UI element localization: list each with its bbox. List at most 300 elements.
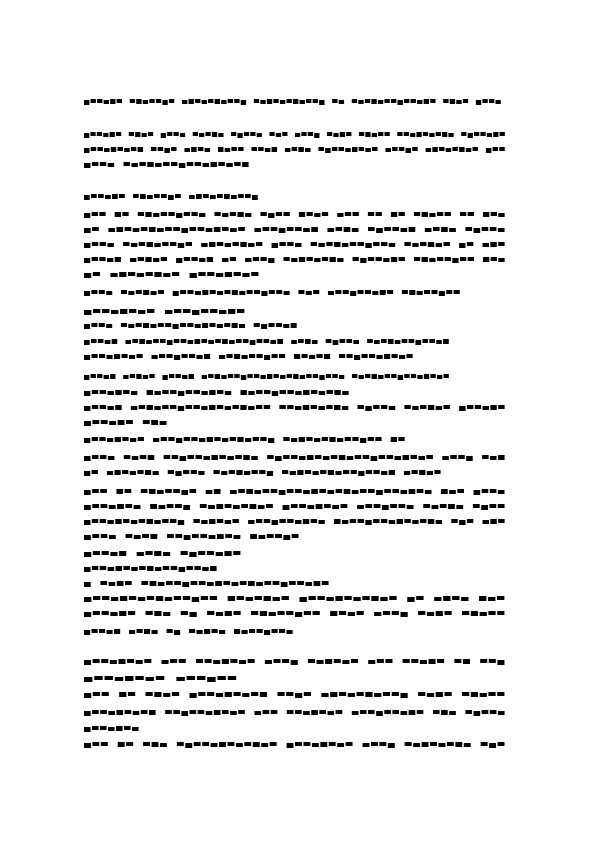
glyph-mark xyxy=(367,339,373,343)
glyph-mark xyxy=(465,710,472,714)
glyph-mark xyxy=(133,711,140,715)
glyph-mark xyxy=(365,504,372,508)
glyph-mark xyxy=(374,693,381,697)
glyph-mark xyxy=(167,504,174,508)
glyph-mark xyxy=(244,742,251,746)
glyph-mark xyxy=(430,374,435,378)
glyph-mark xyxy=(225,504,232,508)
glyph-mark xyxy=(446,148,451,152)
glyph-mark xyxy=(366,470,372,474)
glyph-mark xyxy=(334,390,340,395)
glyph-mark xyxy=(258,147,263,151)
glyph-mark xyxy=(197,355,203,359)
glyph-mark xyxy=(254,228,261,232)
glyph-mark xyxy=(168,437,174,441)
paragraph-line xyxy=(84,339,450,346)
glyph-mark xyxy=(358,405,364,409)
glyph-mark xyxy=(455,742,462,747)
glyph-mark xyxy=(295,133,300,137)
glyph-mark xyxy=(131,406,137,410)
glyph-mark xyxy=(147,242,153,247)
glyph-mark xyxy=(263,710,270,714)
glyph-mark xyxy=(305,470,311,474)
glyph-mark xyxy=(94,676,102,680)
glyph-mark xyxy=(352,228,359,232)
glyph-mark xyxy=(436,340,442,344)
glyph-mark xyxy=(219,455,226,459)
glyph-mark xyxy=(445,212,451,216)
glyph-mark xyxy=(348,693,355,697)
glyph-mark xyxy=(84,693,91,698)
glyph-mark xyxy=(207,551,214,555)
glyph-mark xyxy=(311,242,317,246)
glyph-mark xyxy=(256,390,262,394)
glyph-mark xyxy=(176,438,182,443)
glyph-mark xyxy=(374,612,381,616)
glyph-mark xyxy=(84,406,90,411)
glyph-mark xyxy=(488,611,495,615)
glyph-mark xyxy=(225,406,231,410)
paragraph-line xyxy=(84,629,294,636)
glyph-mark xyxy=(498,258,504,262)
glyph-mark xyxy=(457,489,464,493)
glyph-mark xyxy=(311,710,318,715)
glyph-mark xyxy=(235,455,242,459)
glyph-mark xyxy=(474,490,481,495)
glyph-mark xyxy=(493,147,498,151)
glyph-mark xyxy=(270,742,277,746)
glyph-mark xyxy=(216,552,223,556)
glyph-mark xyxy=(404,99,409,103)
glyph-mark xyxy=(303,519,309,524)
glyph-mark xyxy=(204,629,210,634)
glyph-mark xyxy=(117,147,122,151)
paragraph-line xyxy=(84,227,506,234)
glyph-mark xyxy=(365,406,371,411)
glyph-mark xyxy=(125,581,132,585)
glyph-mark xyxy=(101,534,108,538)
paragraph-line xyxy=(84,534,300,541)
glyph-mark xyxy=(322,257,328,261)
glyph-mark xyxy=(84,391,90,396)
glyph-mark xyxy=(437,212,443,216)
glyph-mark xyxy=(230,437,236,441)
glyph-mark xyxy=(402,290,408,294)
glyph-mark xyxy=(222,438,228,442)
glyph-mark xyxy=(475,405,481,409)
glyph-mark xyxy=(105,195,111,199)
glyph-mark xyxy=(284,291,290,295)
paragraph-line xyxy=(84,710,506,717)
glyph-mark xyxy=(92,257,98,261)
glyph-mark xyxy=(499,147,504,151)
glyph-mark xyxy=(399,212,405,216)
glyph-mark xyxy=(84,310,91,315)
line-glyphs xyxy=(84,420,168,427)
glyph-mark xyxy=(195,99,200,103)
glyph-mark xyxy=(180,323,186,327)
glyph-mark xyxy=(303,742,310,746)
glyph-mark xyxy=(222,710,229,714)
glyph-mark xyxy=(141,227,148,231)
glyph-mark xyxy=(225,391,231,395)
glyph-mark xyxy=(481,505,488,510)
glyph-mark xyxy=(456,505,463,509)
glyph-mark xyxy=(92,742,99,746)
glyph-mark xyxy=(360,438,366,443)
glyph-mark xyxy=(217,534,224,539)
glyph-mark xyxy=(154,272,161,277)
glyph-mark xyxy=(344,596,351,600)
glyph-mark xyxy=(84,195,90,200)
glyph-mark xyxy=(147,390,153,395)
glyph-mark xyxy=(322,437,328,441)
glyph-mark xyxy=(258,535,265,539)
glyph-mark xyxy=(276,133,281,137)
glyph-mark xyxy=(436,520,442,524)
glyph-mark xyxy=(365,520,371,525)
glyph-mark xyxy=(269,612,276,616)
line-glyphs xyxy=(84,323,298,330)
glyph-mark xyxy=(114,629,120,634)
glyph-mark xyxy=(334,405,340,410)
glyph-mark xyxy=(175,471,181,476)
glyph-mark xyxy=(146,272,153,276)
glyph-mark xyxy=(381,405,387,409)
glyph-mark xyxy=(225,148,230,152)
glyph-mark xyxy=(427,612,434,616)
glyph-mark xyxy=(208,340,214,344)
glyph-mark xyxy=(193,132,198,136)
glyph-mark xyxy=(237,133,242,138)
glyph-mark xyxy=(118,742,125,747)
glyph-mark xyxy=(389,596,396,600)
glyph-mark xyxy=(84,243,90,248)
glyph-mark xyxy=(125,676,133,681)
glyph-mark xyxy=(135,676,143,680)
glyph-mark xyxy=(145,257,151,262)
glyph-mark xyxy=(202,100,207,104)
line-glyphs xyxy=(84,581,330,588)
glyph-mark xyxy=(287,390,293,394)
glyph-mark xyxy=(201,596,208,600)
glyph-mark xyxy=(143,742,150,746)
glyph-mark xyxy=(447,742,454,746)
glyph-mark xyxy=(312,743,319,747)
glyph-mark xyxy=(316,504,323,509)
line-glyphs xyxy=(84,596,506,603)
glyph-mark xyxy=(371,99,376,104)
glyph-mark xyxy=(201,309,208,313)
glyph-mark xyxy=(216,693,223,697)
glyph-mark xyxy=(158,147,163,151)
glyph-mark xyxy=(131,243,137,247)
glyph-mark xyxy=(236,743,243,747)
glyph-mark xyxy=(272,147,277,152)
paragraph-line xyxy=(84,162,250,169)
glyph-mark xyxy=(126,420,133,424)
glyph-mark xyxy=(181,228,188,233)
glyph-mark xyxy=(337,438,343,442)
glyph-mark xyxy=(412,520,418,524)
glyph-mark xyxy=(279,490,286,495)
glyph-mark xyxy=(139,339,145,344)
glyph-mark xyxy=(311,489,318,494)
glyph-mark xyxy=(268,323,274,327)
glyph-mark xyxy=(181,339,187,343)
glyph-mark xyxy=(471,611,478,616)
glyph-mark xyxy=(116,227,123,232)
glyph-mark xyxy=(460,212,466,216)
glyph-mark xyxy=(308,596,315,600)
glyph-mark xyxy=(239,660,246,664)
glyph-mark xyxy=(397,132,402,136)
glyph-mark xyxy=(265,148,270,152)
glyph-mark xyxy=(295,406,301,410)
glyph-mark xyxy=(100,710,107,714)
line-glyphs xyxy=(84,272,260,279)
glyph-mark xyxy=(380,597,387,601)
glyph-mark xyxy=(287,519,293,523)
glyph-mark xyxy=(443,339,449,344)
glyph-mark xyxy=(218,162,224,166)
glyph-mark xyxy=(272,629,278,633)
glyph-mark xyxy=(182,100,187,104)
glyph-mark xyxy=(167,132,172,136)
glyph-mark xyxy=(215,374,220,379)
glyph-mark xyxy=(125,227,132,231)
glyph-mark xyxy=(326,339,332,343)
glyph-mark xyxy=(491,212,497,216)
glyph-mark xyxy=(353,257,359,261)
glyph-mark xyxy=(202,567,208,571)
glyph-mark xyxy=(449,490,456,494)
glyph-mark xyxy=(205,659,212,663)
glyph-mark xyxy=(214,437,220,441)
glyph-mark xyxy=(114,470,120,475)
glyph-mark xyxy=(161,212,167,216)
glyph-mark xyxy=(293,99,298,104)
glyph-mark xyxy=(330,611,337,616)
glyph-mark xyxy=(130,258,136,262)
glyph-mark xyxy=(143,420,150,424)
glyph-mark xyxy=(230,212,236,216)
glyph-mark xyxy=(146,340,152,344)
glyph-mark xyxy=(102,611,109,615)
glyph-mark xyxy=(313,611,320,615)
glyph-mark xyxy=(429,133,434,137)
glyph-mark xyxy=(84,133,89,138)
glyph-mark xyxy=(283,535,290,540)
glyph-mark xyxy=(172,272,179,276)
glyph-mark xyxy=(352,437,358,441)
glyph-mark xyxy=(463,99,468,103)
glyph-mark xyxy=(309,355,315,359)
glyph-mark xyxy=(251,692,258,696)
glyph-mark xyxy=(365,692,372,697)
glyph-mark xyxy=(295,742,302,746)
glyph-mark xyxy=(434,470,440,474)
glyph-mark xyxy=(251,456,258,460)
glyph-mark xyxy=(380,290,386,295)
glyph-mark xyxy=(164,455,171,459)
glyph-mark xyxy=(298,147,303,152)
glyph-mark xyxy=(285,148,290,152)
glyph-mark xyxy=(151,291,157,295)
glyph-mark xyxy=(269,290,275,294)
glyph-mark xyxy=(264,405,270,409)
glyph-mark xyxy=(196,194,202,199)
glyph-mark xyxy=(126,742,133,746)
glyph-mark xyxy=(279,519,285,523)
glyph-mark xyxy=(224,551,231,556)
glyph-mark xyxy=(320,470,326,474)
glyph-mark xyxy=(200,534,207,538)
glyph-mark xyxy=(404,132,409,136)
glyph-mark xyxy=(189,629,195,633)
glyph-mark xyxy=(443,405,449,409)
glyph-mark xyxy=(102,309,109,313)
glyph-mark xyxy=(412,147,417,151)
glyph-mark xyxy=(411,374,416,378)
glyph-mark xyxy=(474,711,481,716)
glyph-mark xyxy=(116,726,123,731)
glyph-mark xyxy=(165,710,172,714)
glyph-mark xyxy=(138,147,143,152)
glyph-mark xyxy=(427,693,434,697)
glyph-mark xyxy=(409,339,415,343)
glyph-mark xyxy=(372,291,378,295)
glyph-mark xyxy=(208,374,213,378)
line-glyphs xyxy=(84,194,259,201)
glyph-mark xyxy=(165,323,171,327)
glyph-mark xyxy=(409,227,416,232)
glyph-mark xyxy=(373,242,379,246)
glyph-mark xyxy=(201,406,207,410)
glyph-mark xyxy=(391,212,397,217)
glyph-mark xyxy=(182,354,188,358)
glyph-mark xyxy=(152,355,158,359)
glyph-mark xyxy=(254,99,259,103)
glyph-mark xyxy=(446,290,452,294)
glyph-mark xyxy=(92,534,99,538)
glyph-mark xyxy=(340,132,345,137)
paragraph-line xyxy=(84,257,506,264)
glyph-mark xyxy=(307,257,313,261)
glyph-mark xyxy=(277,692,284,696)
glyph-mark xyxy=(303,405,309,410)
glyph-mark xyxy=(452,147,457,151)
glyph-mark xyxy=(474,132,479,136)
glyph-mark xyxy=(295,391,301,395)
glyph-mark xyxy=(158,582,165,586)
line-glyphs xyxy=(84,147,506,154)
glyph-mark xyxy=(228,99,233,103)
glyph-mark xyxy=(116,132,121,136)
paragraph-line xyxy=(84,504,506,511)
glyph-mark xyxy=(203,163,209,167)
glyph-mark xyxy=(438,743,445,747)
glyph-mark xyxy=(84,743,91,748)
glyph-mark xyxy=(306,437,312,441)
glyph-mark xyxy=(371,742,378,746)
glyph-mark xyxy=(247,290,253,294)
glyph-mark xyxy=(395,456,402,460)
glyph-mark xyxy=(329,742,336,746)
glyph-mark xyxy=(250,534,257,539)
glyph-mark xyxy=(207,677,215,682)
glyph-mark xyxy=(462,611,469,615)
glyph-mark xyxy=(279,242,285,246)
glyph-mark xyxy=(184,257,190,261)
glyph-mark xyxy=(232,405,238,409)
glyph-mark xyxy=(381,242,387,246)
glyph-mark xyxy=(148,132,153,136)
glyph-mark xyxy=(368,660,375,664)
glyph-mark xyxy=(175,504,182,508)
glyph-mark xyxy=(122,354,128,358)
glyph-mark xyxy=(260,375,265,379)
glyph-mark xyxy=(160,421,167,425)
glyph-mark xyxy=(466,456,473,461)
glyph-mark xyxy=(217,519,223,523)
glyph-mark xyxy=(138,257,144,261)
glyph-mark xyxy=(324,504,331,508)
glyph-mark xyxy=(131,520,137,524)
glyph-mark xyxy=(217,194,223,198)
glyph-mark xyxy=(489,99,494,103)
glyph-mark xyxy=(471,692,478,697)
glyph-mark xyxy=(272,354,278,358)
glyph-mark xyxy=(222,339,228,344)
glyph-mark xyxy=(299,456,306,460)
line-glyphs xyxy=(84,611,506,618)
glyph-mark xyxy=(238,710,245,714)
glyph-mark xyxy=(182,582,189,587)
glyph-mark xyxy=(203,194,209,198)
glyph-mark xyxy=(223,581,230,585)
glyph-mark xyxy=(490,456,497,460)
glyph-mark xyxy=(195,455,202,459)
glyph-mark xyxy=(141,710,148,714)
glyph-mark xyxy=(153,213,159,217)
glyph-mark xyxy=(293,374,298,379)
glyph-mark xyxy=(110,552,117,556)
glyph-mark xyxy=(243,455,250,460)
paragraph-line xyxy=(84,611,506,618)
glyph-mark xyxy=(224,194,230,199)
glyph-mark xyxy=(292,534,299,538)
glyph-mark xyxy=(163,552,170,556)
glyph-mark xyxy=(230,490,237,494)
glyph-mark xyxy=(139,405,145,409)
glyph-mark xyxy=(449,228,456,232)
glyph-mark xyxy=(198,147,203,151)
glyph-mark xyxy=(240,405,246,410)
glyph-mark xyxy=(202,290,208,295)
glyph-mark xyxy=(436,243,442,247)
glyph-mark xyxy=(488,692,495,696)
glyph-mark xyxy=(275,456,282,461)
glyph-mark xyxy=(163,273,170,277)
glyph-mark xyxy=(291,455,298,459)
glyph-mark xyxy=(227,456,234,460)
glyph-mark xyxy=(100,390,106,394)
glyph-mark xyxy=(490,519,496,524)
glyph-mark xyxy=(214,212,220,216)
glyph-mark xyxy=(337,743,344,747)
glyph-mark xyxy=(482,710,489,714)
